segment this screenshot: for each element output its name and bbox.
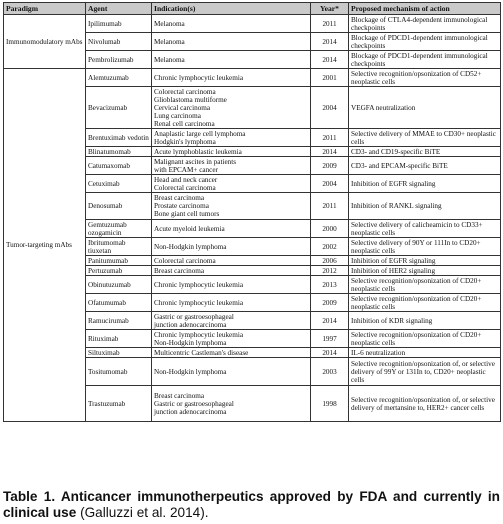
cell-indication: Breast carcinoma Prostate carcinoma Bone giant cell tumors [152,193,311,220]
cell-indication: Melanoma [152,15,311,33]
cell-mechanism: Selective delivery of calicheamicin to CD33+ neoplastic cells [349,220,501,238]
cell-mechanism: Selective delivery of 90Y or 111In to CD20+ neoplastic cells [349,238,501,256]
cell-agent: Ofatumumab [86,294,152,312]
cell-mechanism: Blockage of CTLA4-dependent immunological checkpoints [349,15,501,33]
cell-year: 2006 [311,256,349,266]
table-row [4,69,501,87]
cell-mechanism: Inhibition of EGFR signaling [349,256,501,266]
mab-table [3,2,501,422]
cell-indication: Anaplastic large cell lymphoma Hodgkin's lymphoma [152,129,311,147]
cell-agent: Blinatumomab [86,147,152,157]
cell-paradigm: Immunomodulatory mAbs [4,15,86,69]
cell-mechanism: Selective recognition/opsonization of, or selective delivery of 99Y or 131In to, CD20+ neoplastic cells [349,358,501,386]
cell-year: 2000 [311,220,349,238]
table-container [3,2,500,422]
cell-mechanism: Inhibition of EGFR signaling [349,175,501,193]
header-mechanism: Proposed mechanism of action [349,3,501,15]
cell-mechanism: CD3- and EPCAM-specific BiTE [349,157,501,175]
cell-indication: Colorectal carcinoma [152,256,311,266]
cell-agent: Gemtuzumab ozogamicin [86,220,152,238]
cell-indication: Colorectal carcinoma Glioblastoma multiforme Cervical carcinoma Lung carcinoma Renal cell carcinoma [152,87,311,129]
header-indications: Indication(s) [152,3,311,15]
cell-mechanism: CD3- and CD19-specific BiTE [349,147,501,157]
cell-indication: Chronic lymphocytic leukemia [152,276,311,294]
cell-indication: Head and neck cancer Colorectal carcinoma [152,175,311,193]
cell-indication: Acute myeloid leukemia [152,220,311,238]
cell-agent: Pembrolizumab [86,51,152,69]
cell-agent: Cetuximab [86,175,152,193]
cell-year: 2014 [311,33,349,51]
cell-mechanism: Selective recognition/opsonization of, or selective delivery of mertansine to, HER2+ cancer cells [349,386,501,422]
table-header-row [4,3,501,15]
cell-indication: Non-Hodgkin lymphoma [152,358,311,386]
cell-indication: Acute lymphoblastic leukemia [152,147,311,157]
cell-indication: Chronic lymphocytic leukemia [152,69,311,87]
cell-indication: Malignant ascites in patients with EPCAM+ cancer [152,157,311,175]
cell-year: 2011 [311,15,349,33]
cell-year: 2014 [311,348,349,358]
cell-agent: Bevacizumab [86,87,152,129]
cell-year: 2014 [311,147,349,157]
cell-indication: Chronic lymphocytic leukemia [152,294,311,312]
cell-agent: Obinutuzumab [86,276,152,294]
cell-year: 2009 [311,294,349,312]
cell-year: 2012 [311,266,349,276]
cell-agent: Nivolumab [86,33,152,51]
cell-mechanism: Selective delivery of MMAE to CD30+ neoplastic cells [349,129,501,147]
cell-mechanism: Selective recognition/opsonization of CD20+ neoplastic cells [349,294,501,312]
cell-mechanism: VEGFA neutralization [349,87,501,129]
cell-agent: Pertuzumab [86,266,152,276]
cell-year: 1998 [311,386,349,422]
cell-mechanism: Inhibition of RANKL signaling [349,193,501,220]
table-row [4,15,501,33]
cell-paradigm: Tumor-targeting mAbs [4,69,86,422]
cell-agent: Ramucirumab [86,312,152,330]
cell-agent: Panitumumab [86,256,152,266]
cell-agent: Siltuximab [86,348,152,358]
cell-mechanism: Inhibition of KDR signaling [349,312,501,330]
cell-year: 2002 [311,238,349,256]
header-paradigm: Paradigm [4,3,86,15]
cell-indication: Gastric or gastroesophageal junction adenocarcinoma [152,312,311,330]
cell-indication: Breast carcinoma [152,266,311,276]
cell-mechanism: IL-6 neutralization [349,348,501,358]
cell-year: 1997 [311,330,349,348]
cell-agent: Ipilimumab [86,15,152,33]
cell-indication: Melanoma [152,33,311,51]
cell-agent: Alemtuzumab [86,69,152,87]
table-caption [3,489,500,521]
cell-mechanism: Blockage of PDCD1-dependent immunological checkpoints [349,51,501,69]
cell-agent: Ibritumomab tiuxetan [86,238,152,256]
caption-citation: (Galluzzi et al. 2014). [80,505,209,520]
cell-agent: Tositumomab [86,358,152,386]
cell-year: 2003 [311,358,349,386]
cell-year: 2011 [311,193,349,220]
cell-indication: Non-Hodgkin lymphoma [152,238,311,256]
cell-year: 2001 [311,69,349,87]
header-year: Year* [311,3,349,15]
cell-year: 2011 [311,129,349,147]
cell-year: 2009 [311,157,349,175]
cell-mechanism: Blockage of PDCD1-dependent immunological checkpoints [349,33,501,51]
caption-text: Table 1. Anticancer immunotherpeutics approved by FDA and currently in clinical use [3,489,500,520]
cell-year: 2014 [311,51,349,69]
cell-indication: Chronic lymphocytic leukemia Non-Hodgkin lymphoma [152,330,311,348]
cell-indication: Breast carcinoma Gastric or gastroesophageal junction adenocarcinoma [152,386,311,422]
header-agent: Agent [86,3,152,15]
cell-agent: Rituximab [86,330,152,348]
cell-mechanism: Selective recognition/opsonization of CD20+ neoplastic cells [349,276,501,294]
cell-agent: Catumaxomab [86,157,152,175]
cell-agent: Brentuximab vedotin [86,129,152,147]
cell-agent: Trastuzumab [86,386,152,422]
cell-indication: Multicentric Castleman's disease [152,348,311,358]
table-body [4,15,501,422]
cell-mechanism: Selective recognition/opsonization of CD20+ neoplastic cells [349,330,501,348]
cell-year: 2014 [311,312,349,330]
cell-year: 2004 [311,87,349,129]
cell-mechanism: Selective recognition/opsonization of CD52+ neoplastic cells [349,69,501,87]
cell-year: 2013 [311,276,349,294]
cell-mechanism: Inhibition of HER2 signaling [349,266,501,276]
cell-indication: Melanoma [152,51,311,69]
cell-agent: Denosumab [86,193,152,220]
cell-year: 2004 [311,175,349,193]
